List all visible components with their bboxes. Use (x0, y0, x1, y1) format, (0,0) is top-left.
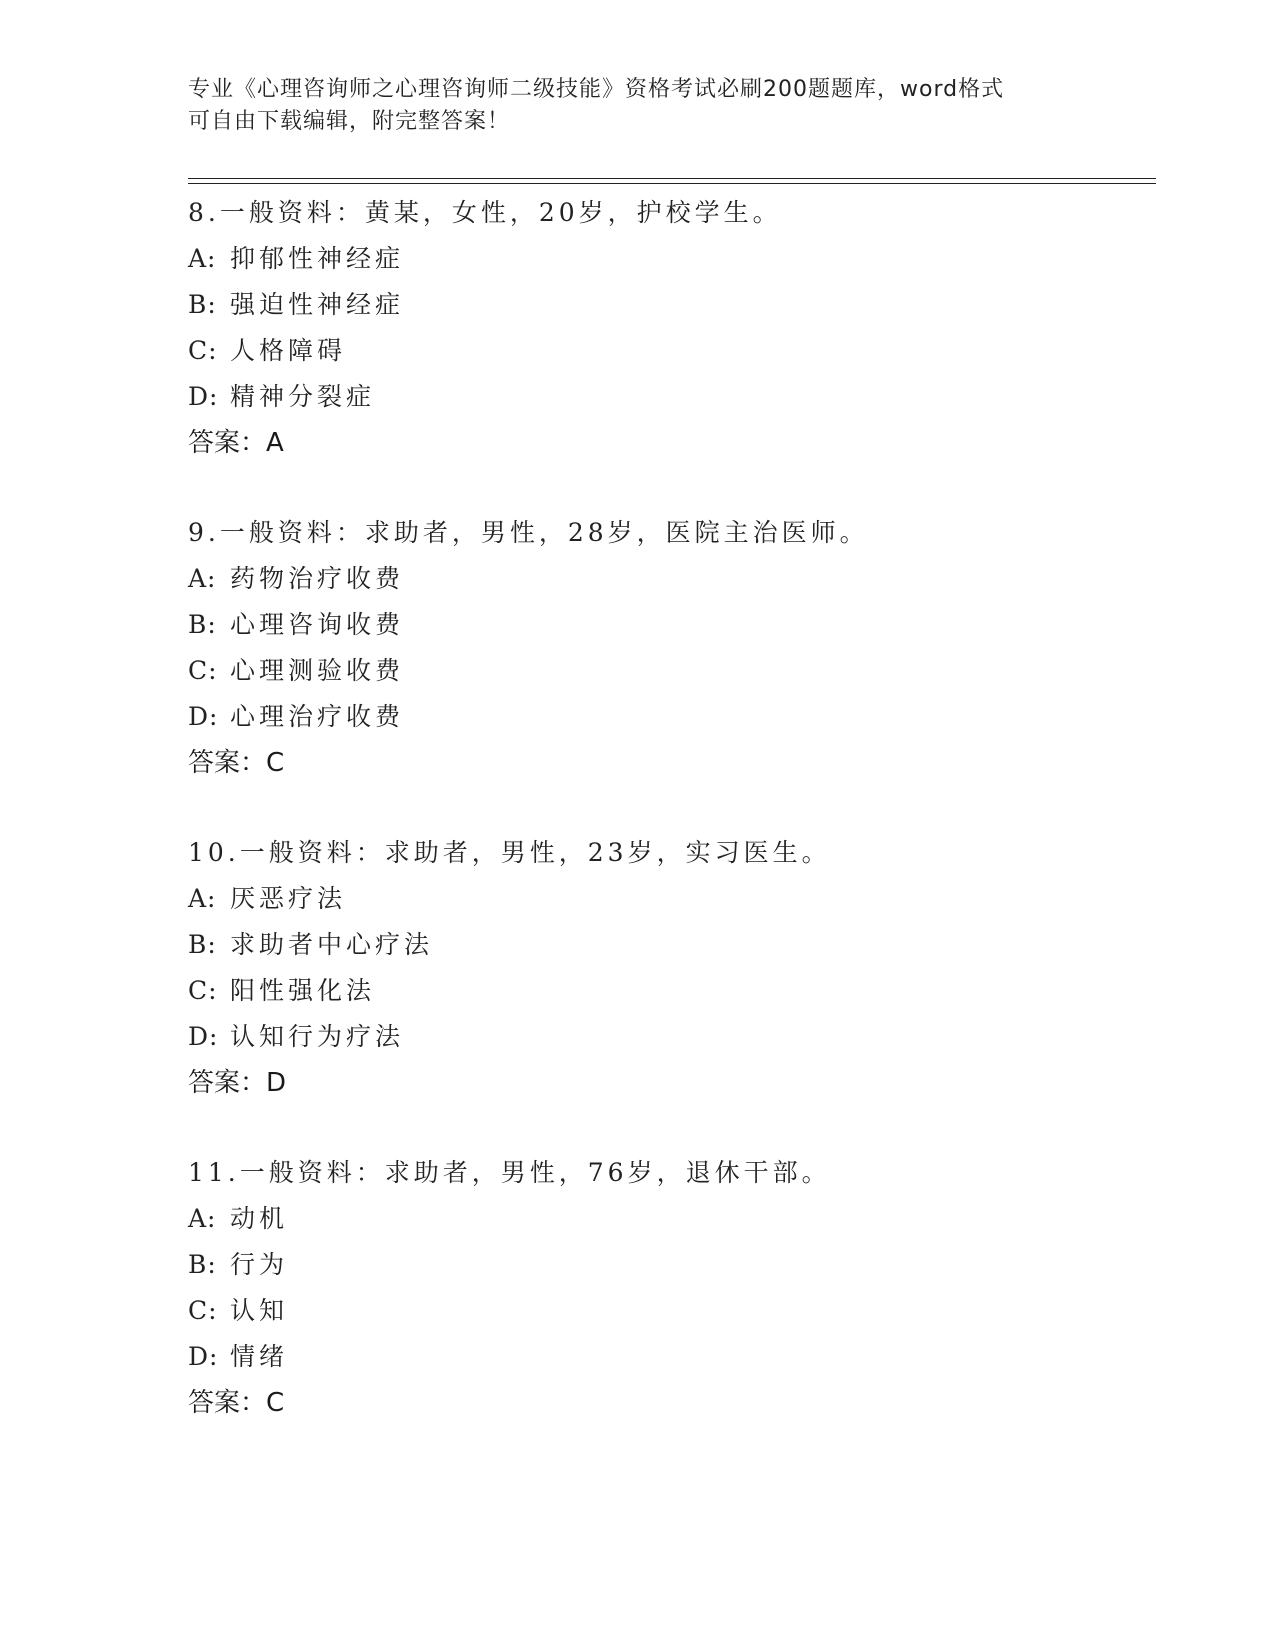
option-letter: A: (188, 564, 217, 593)
option-c (188, 648, 1148, 694)
option-text: 情绪 (230, 1342, 289, 1371)
option-text: 心理测验收费 (230, 656, 405, 685)
option-text: 求助者中心疗法 (230, 930, 434, 959)
option-b (188, 282, 1148, 328)
option-letter: B: (188, 1250, 217, 1279)
document-header (188, 74, 1088, 138)
question-list (188, 190, 1148, 1470)
option-letter: C: (188, 976, 218, 1005)
option-letter: D: (188, 1342, 219, 1371)
question-stem: 9.一般资料：求助者，男性，28岁，医院主治医师。 (188, 518, 869, 547)
option-letter: D: (188, 382, 219, 411)
option-d (188, 1014, 1148, 1060)
option-text: 精神分裂症 (230, 382, 376, 411)
question-stem: 8.一般资料：黄某，女性，20岁，护校学生。 (188, 198, 782, 227)
header-line-2: 可自由下载编辑，附完整答案！ (188, 109, 511, 134)
option-text: 行为 (230, 1250, 289, 1279)
option-letter: D: (188, 1022, 219, 1051)
option-letter: A: (188, 244, 217, 273)
option-d (188, 694, 1148, 740)
option-b (188, 1242, 1148, 1288)
option-text: 药物治疗收费 (230, 564, 405, 593)
option-text: 心理治疗收费 (230, 702, 405, 731)
option-a (188, 876, 1148, 922)
option-d (188, 374, 1148, 420)
question-9 (188, 510, 1148, 786)
option-letter: B: (188, 930, 217, 959)
option-c (188, 328, 1148, 374)
header-divider-bottom (188, 183, 1156, 184)
option-a (188, 556, 1148, 602)
option-text: 抑郁性神经症 (230, 244, 405, 273)
option-a (188, 1196, 1148, 1242)
option-b (188, 922, 1148, 968)
option-letter: D: (188, 702, 219, 731)
header-line-1: 专业《心理咨询师之心理咨询师二级技能》资格考试必刷200题题库，word格式 (188, 77, 1005, 102)
answer-line: 答案：C (188, 748, 285, 778)
option-text: 阳性强化法 (230, 976, 376, 1005)
question-stem: 10.一般资料：求助者，男性，23岁，实习医生。 (188, 838, 831, 867)
option-letter: C: (188, 336, 218, 365)
question-11 (188, 1150, 1148, 1426)
option-letter: B: (188, 610, 217, 639)
option-c (188, 1288, 1148, 1334)
question-10 (188, 830, 1148, 1106)
answer-line: 答案：C (188, 1388, 285, 1418)
question-8 (188, 190, 1148, 466)
answer-line: 答案：A (188, 428, 284, 458)
option-text: 厌恶疗法 (230, 884, 347, 913)
option-b (188, 602, 1148, 648)
option-letter: A: (188, 1204, 217, 1233)
option-letter: C: (188, 656, 218, 685)
option-text: 强迫性神经症 (230, 290, 405, 319)
answer-line: 答案：D (188, 1068, 287, 1098)
question-stem: 11.一般资料：求助者，男性，76岁，退休干部。 (188, 1158, 831, 1187)
option-letter: A: (188, 884, 217, 913)
option-text: 人格障碍 (230, 336, 347, 365)
option-a (188, 236, 1148, 282)
option-text: 认知 (230, 1296, 289, 1325)
header-divider-top (188, 178, 1156, 179)
option-letter: C: (188, 1296, 218, 1325)
option-text: 认知行为疗法 (230, 1022, 405, 1051)
option-text: 心理咨询收费 (230, 610, 405, 639)
option-text: 动机 (230, 1204, 289, 1233)
option-letter: B: (188, 290, 217, 319)
option-d (188, 1334, 1148, 1380)
option-c (188, 968, 1148, 1014)
